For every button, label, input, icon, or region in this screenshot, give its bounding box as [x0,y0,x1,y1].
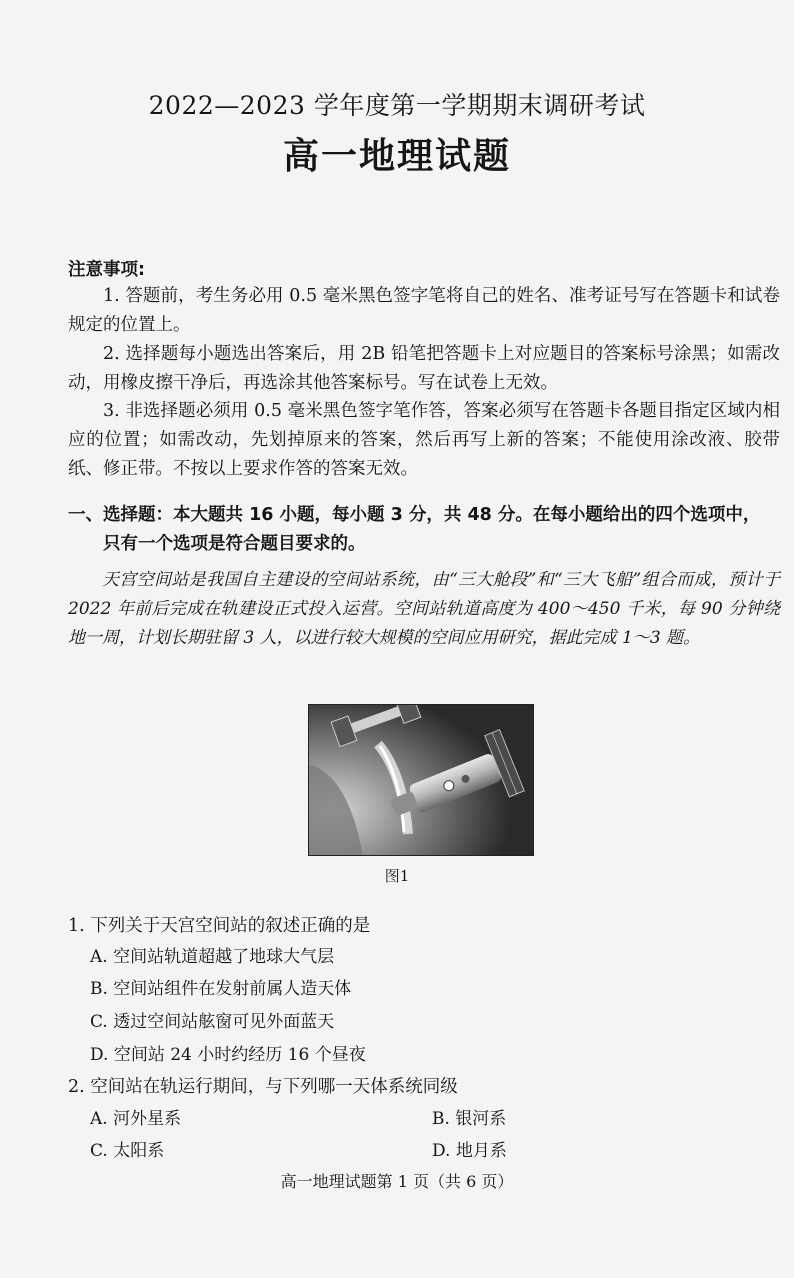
reading-passage: 天宫空间站是我国自主建设的空间站系统，由“三大舱段”和“三大飞船”组合而成，预计于 2022 年前后完成在轨建设正式投入运营。空间站轨道高度为 400～450 千米，每 90 分钟绕地一周，计划长期驻留 3 人，以进行较大规模的空间应用研究，据此完成 1～3 题。 [68,570,780,648]
notice-heading: 注意事项: [68,260,145,280]
question-1-stem: 1. 下列关于天宫空间站的叙述正确的是 [68,916,371,936]
question-1-option-a: A. 空间站轨道超越了地球大气层 [90,947,335,967]
section-heading-line1: 一、选择题：本大题共 16 小题，每小题 3 分，共 48 分。在每小题给出的四个选项中， [68,505,761,525]
subject-title: 高一地理试题 [282,136,511,177]
question-2-option-c: C. 太阳系 [90,1141,165,1161]
section-heading-line2: 只有一个选项是符合题目要求的。 [103,534,366,554]
figure-caption: 图1 [384,867,410,885]
section-heading [68,501,780,559]
question-2-option-d: D. 地月系 [432,1141,507,1161]
question-1-option-c: C. 透过空间站舷窗可见外面蓝天 [90,1012,335,1032]
question-1-option-b: B. 空间站组件在发射前属人造天体 [90,979,352,999]
page-footer: 高一地理试题第 1 页（共 6 页） [280,1172,514,1191]
exam-title: 2022—2023 学年度第一学期期末调研考试 [148,91,646,120]
question-2-stem: 2. 空间站在轨运行期间，与下列哪一天体系统同级 [68,1077,458,1097]
notice-item-1: 1. 答题前，考生务必用 0.5 毫米黑色签字笔将自己的姓名、准考证号写在答题卡和试卷规定的位置上。 [68,286,780,335]
question-2-option-b: B. 银河系 [432,1109,507,1129]
notice-item-2: 2. 选择题每小题选出答案后，用 2B 铅笔把答题卡上对应题目的答案标号涂黑；如需改动，用橡皮擦干净后，再选涂其他答案标号。写在试卷上无效。 [68,344,780,393]
question-1-option-d: D. 空间站 24 小时约经历 16 个昼夜 [90,1045,366,1065]
notice-item-3: 3. 非选择题必须用 0.5 毫米黑色签字笔作答，答案必须写在答题卡各题目指定区域内相应的位置；如需改动，先划掉原来的答案，然后再写上新的答案；不能使用涂改液、胶带纸、修正带。不按以上要求作答的答案无效。 [68,401,780,479]
space-station-photo [308,704,534,856]
question-2-option-a: A. 河外星系 [90,1109,182,1129]
